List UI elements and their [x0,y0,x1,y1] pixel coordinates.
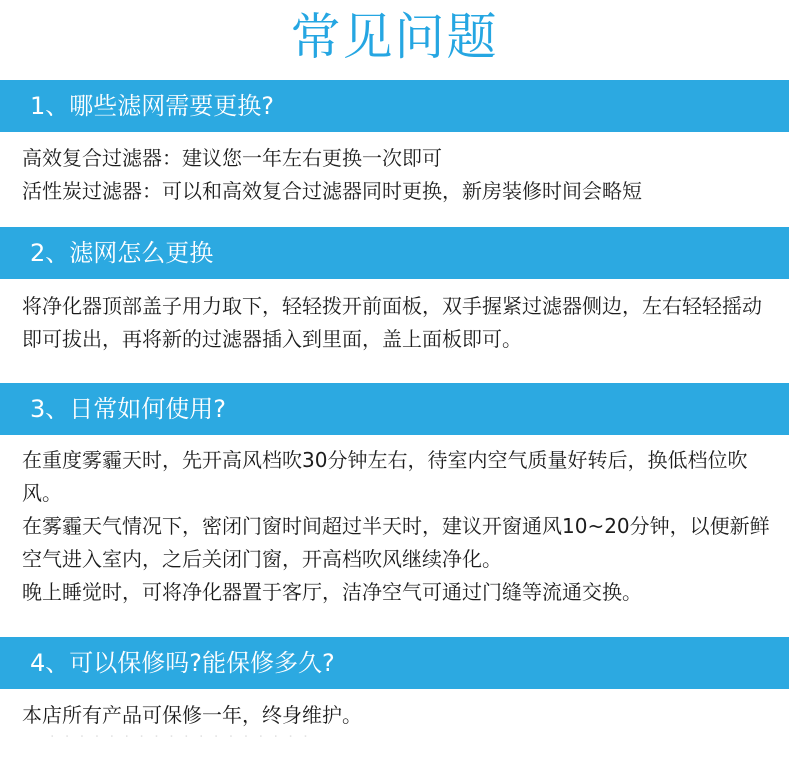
faq-question-1: 1、哪些滤网需要更换? [0,80,789,132]
faq-question-4: 4、可以保修吗?能保修多久? [0,637,789,689]
answer-line: 高效复合过滤器：建议您一年左右更换一次即可 [22,146,442,170]
answer-line: 在重度雾霾天时，先开高风档吹30分钟左右，待室内空气质量好转后，换低档位吹风。 [22,448,748,505]
page-title: 常见问题 [290,8,499,66]
faq-question-3: 3、日常如何使用? [0,383,789,435]
faq-question-2: 2、滤网怎么更换 [0,227,789,279]
faq-answer-3 [22,444,770,609]
answer-line: 将净化器顶部盖子用力取下，轻轻拨开前面板，双手握紧过滤器侧边，左右轻轻摇动即可拔出，再将新的过滤器插入到里面，盖上面板即可。 [22,294,762,351]
answer-line: 晚上睡觉时，可将净化器置于客厅，洁净空气可通过门缝等流通交换。 [22,580,642,604]
faq-answer-2 [22,290,770,356]
answer-line: 活性炭过滤器：可以和高效复合过滤器同时更换，新房装修时间会略短 [22,179,642,203]
faq-answer-1 [22,142,770,208]
faint-decorative-text: · · · · · · · · · · · · · · · · · · [50,729,311,745]
answer-line: 本店所有产品可保修一年，终身维护。 [22,703,362,727]
answer-line: 在雾霾天气情况下，密闭门窗时间超过半天时，建议开窗通风10~20分钟，以便新鲜空气进入室内，之后关闭门窗，开高档吹风继续净化。 [22,514,770,571]
